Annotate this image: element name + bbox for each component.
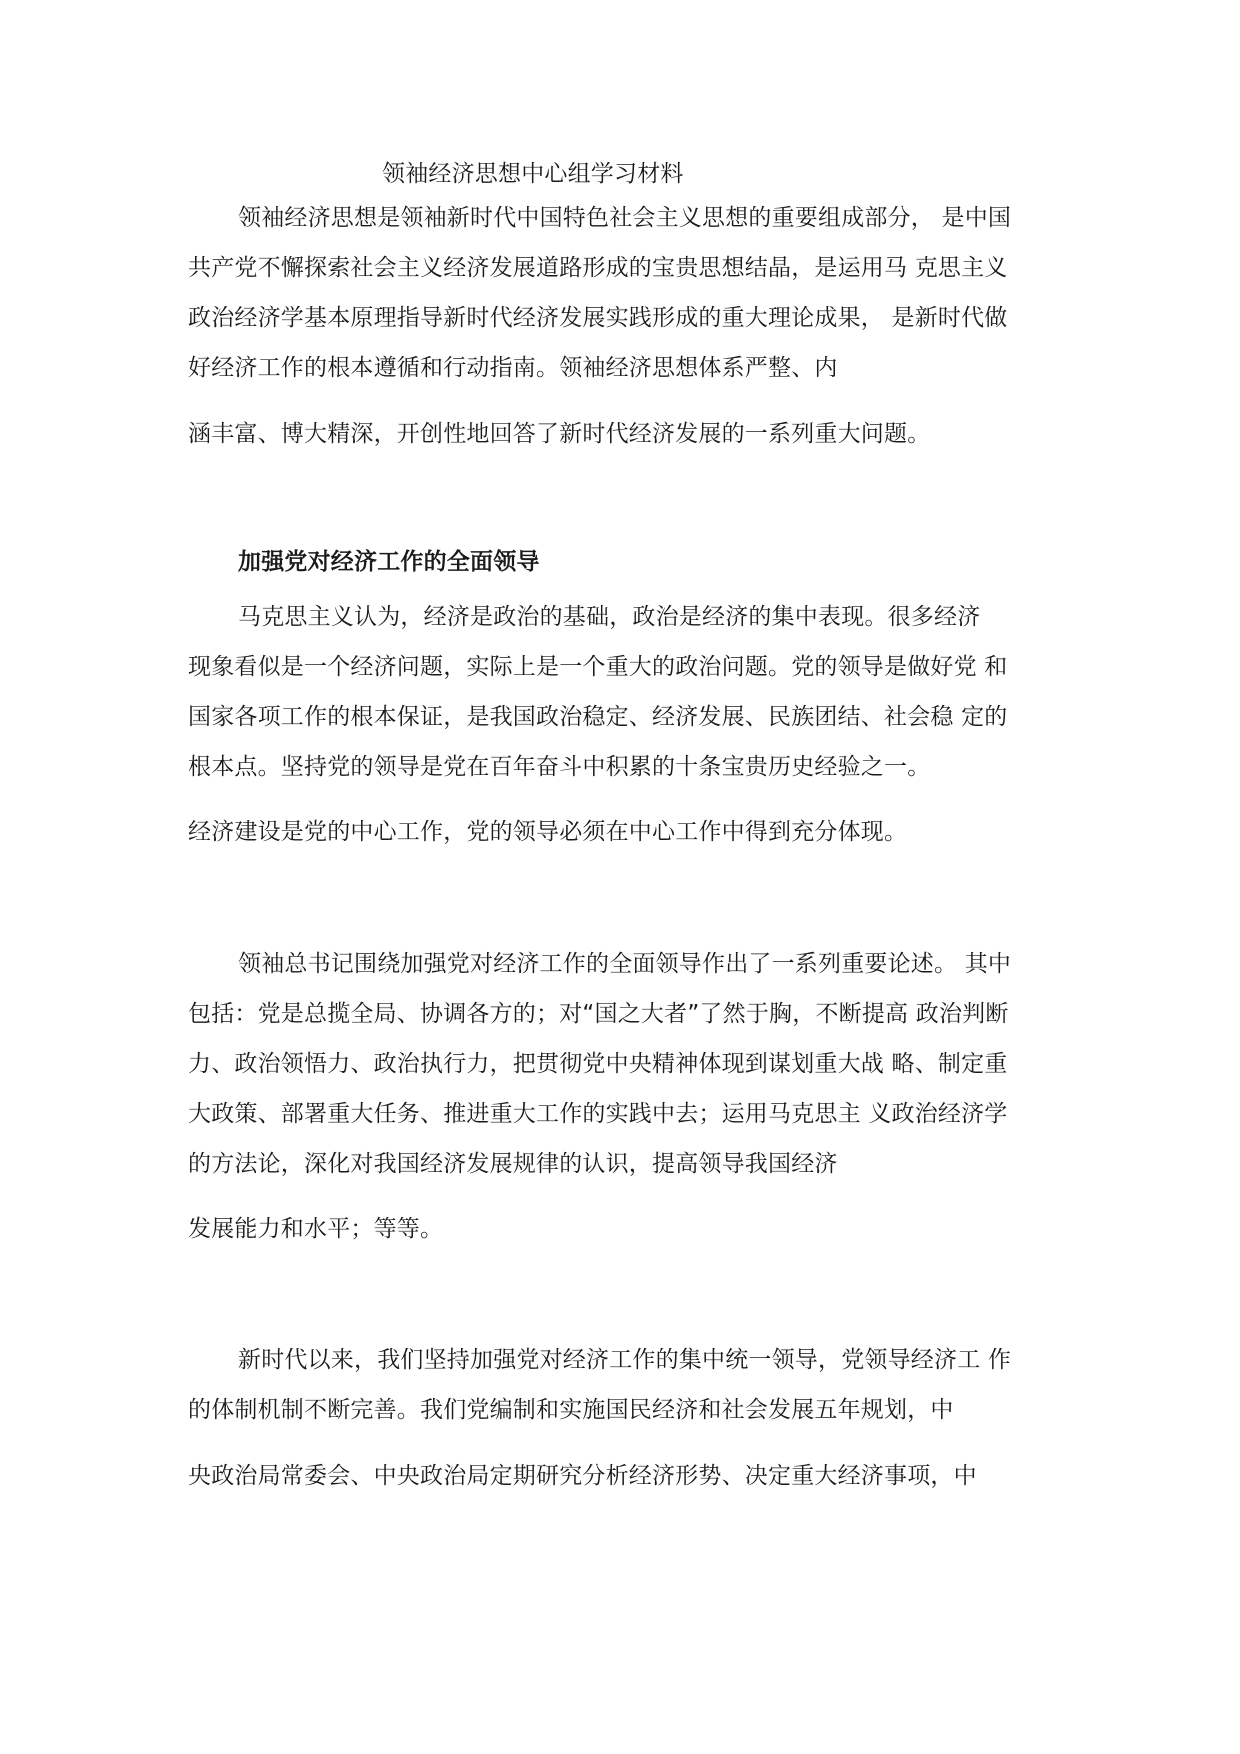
paragraph-line: 好经济工作的根本遵循和行动指南。领袖经济思想体系严整、内 <box>188 355 838 381</box>
paragraph-line: 共产党不懈探索社会主义经济发展道路形成的宝贵思想结晶，是运用马 克思主义 <box>188 255 1008 281</box>
paragraph-line: 领袖总书记围绕加强党对经济工作的全面领导作出了一系列重要论述。 其中 <box>238 951 1012 977</box>
paragraph-line: 根本点。坚持党的领导是党在百年奋斗中积累的十条宝贵历史经验之一。 <box>188 754 931 780</box>
paragraph-line: 的方法论，深化对我国经济发展规律的认识，提高领导我国经济 <box>188 1151 838 1177</box>
paragraph-line: 国家各项工作的根本保证，是我国政治稳定、经济发展、民族团结、社会稳 定的 <box>188 704 1008 730</box>
paragraph-line: 涵丰富、博大精深，开创性地回答了新时代经济发展的一系列重大问题。 <box>188 421 931 447</box>
section-heading: 加强党对经济工作的全面领导 <box>238 549 540 575</box>
paragraph-line: 力、政治领悟力、政治执行力，把贯彻党中央精神体现到谋划重大战 略、制定重 <box>188 1051 1008 1077</box>
paragraph-line: 大政策、部署重大任务、推进重大工作的实践中去；运用马克思主 义政治经济学 <box>188 1101 1008 1127</box>
paragraph-line: 央政治局常委会、中央政治局定期研究分析经济形势、决定重大经济事项，中 <box>188 1463 977 1489</box>
document-title: 领袖经济思想中心组学习材料 <box>382 161 684 187</box>
paragraph-line: 经济建设是党的中心工作，党的领导必须在中心工作中得到充分体现。 <box>188 819 908 845</box>
paragraph-line: 领袖经济思想是领袖新时代中国特色社会主义思想的重要组成部分， 是中国 <box>238 205 1012 231</box>
paragraph-line: 包括：党是总揽全局、协调各方的；对“国之大者”了然于胸，不断提高 政治判断 <box>188 1001 1009 1027</box>
paragraph-line: 发展能力和水平；等等。 <box>188 1216 444 1242</box>
paragraph-line: 政治经济学基本原理指导新时代经济发展实践形成的重大理论成果， 是新时代做 <box>188 305 1008 331</box>
paragraph-line: 新时代以来，我们坚持加强党对经济工作的集中统一领导，党领导经济工 作 <box>238 1347 1012 1373</box>
paragraph-line: 马克思主义认为，经济是政治的基础，政治是经济的集中表现。很多经济 <box>238 604 981 630</box>
paragraph-line: 现象看似是一个经济问题，实际上是一个重大的政治问题。党的领导是做好党 和 <box>188 654 1008 680</box>
paragraph-line: 的体制机制不断完善。我们党编制和实施国民经济和社会发展五年规划，中 <box>188 1397 954 1423</box>
